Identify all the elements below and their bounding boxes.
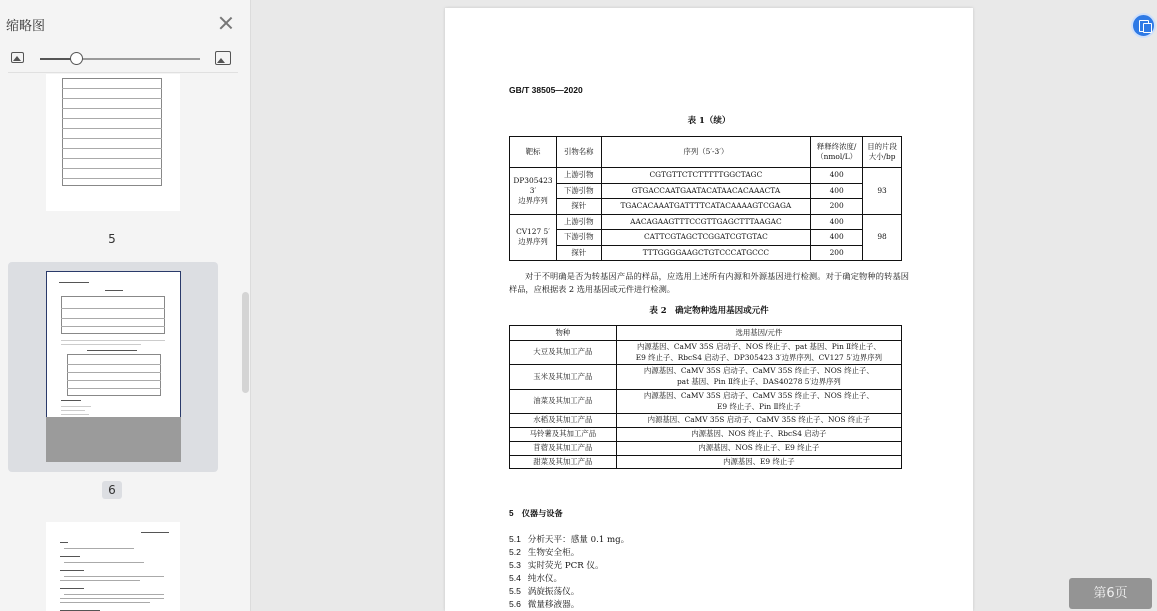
table-header-row [510,326,902,341]
table-row [510,414,902,428]
header-primer-name: 引物名称 [556,137,601,168]
table-row [510,245,902,261]
list-item: 5.3 实时荧光 PCR 仪。 [509,560,604,571]
sequence: CGTGTTCTCTTTTTGGCTAGC [601,168,811,184]
page-indicator: 第6页 [1069,578,1152,609]
species-cell: 马铃薯及其加工产品 [510,428,617,442]
primer-name: 下游引物 [556,183,601,199]
species-cell: 油菜及其加工产品 [510,389,617,413]
table-row [510,230,902,246]
table-row [510,389,902,413]
concentration: 200 [811,199,863,215]
sidebar-title: 缩略图 [6,19,46,34]
table-row [510,183,902,199]
primer-name: 探针 [556,199,601,215]
primer-name: 上游引物 [556,168,601,184]
species-gene-table [509,325,902,469]
header-fragment-size: 目的片段 大小/bp [863,137,902,168]
genes-cell: 内源基因、CaMV 35S 启动子、CaMV 35S 终止子、NOS 终止子、 pat 基因、Pin Ⅱ终止子、DAS40278 5′边界序列 [616,365,901,389]
primer-table [509,136,902,261]
thumbnail-sidebar [0,0,251,611]
header-target: 靶标 [510,137,557,168]
table-row [510,214,902,230]
target-cell: CV127 5′ 边界序列 [510,214,557,261]
species-cell: 苜蓿及其加工产品 [510,441,617,455]
list-item: 5.2 生物安全柜。 [509,547,580,558]
species-cell: 水稻及其加工产品 [510,414,617,428]
header-genes: 选用基因/元件 [616,326,901,341]
genes-cell: 内源基因、E9 终止子 [616,455,901,469]
table-row [510,365,902,389]
sequence: AACAGAAGTTTCCGTTGAGCTTTAAGAC [601,214,811,230]
table-row [510,168,902,184]
thumbnail-page-number: 6 [0,481,224,499]
document-viewer[interactable] [252,0,1157,611]
close-icon[interactable] [218,15,234,31]
concentration: 400 [811,214,863,230]
document-page [445,8,973,611]
concentration: 400 [811,183,863,199]
fragment-size: 98 [863,214,902,261]
sequence: TTTGGGGAAGCTGTCCCATGCCC [601,245,811,261]
genes-cell: 内源基因、CaMV 35S 启动子、CaMV 35S 终止子、NOS 终止子 [616,414,901,428]
section-heading: 5 仪器与设备 [509,509,563,518]
sequence: TGACACAAATGATTTTCATACAAAAGTCGAGA [601,199,811,215]
zoom-out-image-icon[interactable] [11,52,24,63]
genes-cell: 内源基因、NOS 终止子、E9 终止子 [616,441,901,455]
thumbnail-page-number: 5 [108,232,116,246]
table2-title: 表 2 确定物种选用基因或元件 [649,306,769,316]
floating-tool-button[interactable] [1131,13,1156,38]
body-paragraph: 对于不明确是否为转基因产品的样品，应选用上述所有内源和外源基因进行检测。对于确定物种的转基因样品，应根据表 2 选用基因或元件进行检测。 [509,271,909,294]
genes-cell: 内源基因、CaMV 35S 启动子、NOS 终止子、pat 基因、Pin Ⅱ终止子、 E9 终止子、RbcS4 启动子、DP305423 3′边界序列、CV127 5′边界序列 [616,341,901,365]
zoom-in-image-icon[interactable] [215,51,231,65]
concentration: 400 [811,168,863,184]
thumbnail-page-5[interactable] [8,74,218,224]
primer-name: 上游引物 [556,214,601,230]
sequence: CATTCGTAGCTCGGATCGTGTAC [601,230,811,246]
table-row [510,441,902,455]
thumbnail-list[interactable] [0,74,251,611]
standard-id: GB/T 38505—2020 [509,85,583,95]
table-row [510,455,902,469]
table-header-row [510,137,902,168]
primer-name: 下游引物 [556,230,601,246]
species-cell: 大豆及其加工产品 [510,341,617,365]
genes-cell: 内源基因、CaMV 35S 启动子、CaMV 35S 终止子、NOS 终止子、 E9 终止子、Pin Ⅱ终止子 [616,389,901,413]
sidebar-scrollbar[interactable] [242,292,249,393]
header-species: 物种 [510,326,617,341]
species-cell: 玉米及其加工产品 [510,365,617,389]
list-item: 5.1 分析天平：感量 0.1 mg。 [509,534,630,545]
thumbnail-zoom-control [9,50,234,68]
table-row [510,428,902,442]
thumbnail-page-6[interactable] [8,262,218,472]
sequence: GTGACCAATGAATACATAACACAAACTA [601,183,811,199]
thumbnail-image [46,522,180,611]
genes-cell: 内源基因、NOS 终止子、RbcS4 启动子 [616,428,901,442]
list-item: 5.5 涡旋振荡仪。 [509,586,580,597]
table-row [510,341,902,365]
concentration: 400 [811,230,863,246]
thumbnail-next-page-peek [46,417,181,462]
header-sequence: 序列（5′-3′） [601,137,811,168]
zoom-slider-thumb[interactable] [70,52,83,65]
target-cell: DP305423 3′ 边界序列 [510,168,557,215]
thumbnail-page-7[interactable] [8,512,218,611]
thumbnail-image [46,74,180,211]
list-item: 5.6 微量移液器。 [509,599,580,610]
list-item: 5.4 纯水仪。 [509,573,563,584]
concentration: 200 [811,245,863,261]
primer-name: 探针 [556,245,601,261]
species-cell: 甜菜及其加工产品 [510,455,617,469]
sidebar-divider [8,72,238,73]
fragment-size: 93 [863,168,902,215]
header-concentration: 释释终浓度/ （nmol/L） [811,137,863,168]
table-row [510,199,902,215]
table1-title: 表 1（续） [687,116,731,126]
